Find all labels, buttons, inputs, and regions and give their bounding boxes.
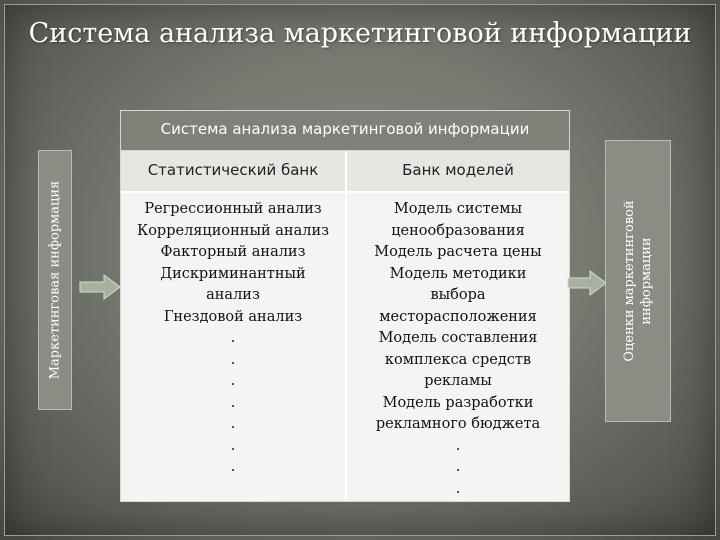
input-label-box [38, 150, 72, 410]
list-item: . [230, 330, 236, 346]
list-item: рекламного бюджета [375, 416, 541, 432]
list-item: . [455, 459, 461, 475]
analysis-table [120, 150, 570, 502]
list-item: месторасположения [379, 308, 537, 325]
list-item: ценообразования [391, 222, 525, 239]
list-item: анализ [206, 287, 260, 303]
list-item: Модель составления [378, 330, 538, 346]
list-item: . [230, 416, 236, 432]
list-item: . [230, 394, 236, 411]
list-item: Модель расчета цены [374, 244, 542, 260]
list-item: . [455, 480, 461, 497]
output-label [621, 200, 655, 361]
statistical-bank-heading: Статистический банк [121, 151, 345, 191]
model-bank-list [347, 193, 569, 501]
statistical-bank-list [121, 193, 345, 501]
box-header: Система анализа маркетинговой информации [120, 110, 570, 151]
list-item: . [230, 373, 236, 389]
list-item: . [230, 459, 236, 475]
list-item: рекламы [424, 373, 492, 389]
output-label-line2: информации [639, 237, 654, 325]
list-item: . [230, 437, 236, 454]
list-item: . [230, 351, 236, 368]
slide-title: Система анализа маркетинговой информации [28, 18, 692, 49]
list-item: Модель системы [393, 201, 523, 217]
list-item: Модель методики [389, 265, 527, 282]
model-bank-heading: Банк моделей [347, 151, 569, 191]
list-item: Факторный анализ [160, 244, 306, 260]
list-item: Гнездовой анализ [163, 308, 303, 325]
input-label: Маркетинговая информация [47, 180, 63, 380]
list-item: комплекса средств [384, 351, 532, 368]
list-item: Модель разработки [382, 394, 534, 411]
list-item: Регрессионный анализ [144, 201, 322, 217]
list-item: . [455, 437, 461, 454]
list-item: Дискриминантный [160, 265, 306, 282]
output-label-line1: Оценки маркетинговой [622, 200, 637, 362]
output-arrow-icon [566, 268, 608, 298]
list-item: выбора [430, 287, 486, 303]
input-arrow-icon [78, 272, 122, 302]
output-label-box [605, 140, 671, 422]
list-item: Корреляционный анализ [136, 222, 330, 239]
